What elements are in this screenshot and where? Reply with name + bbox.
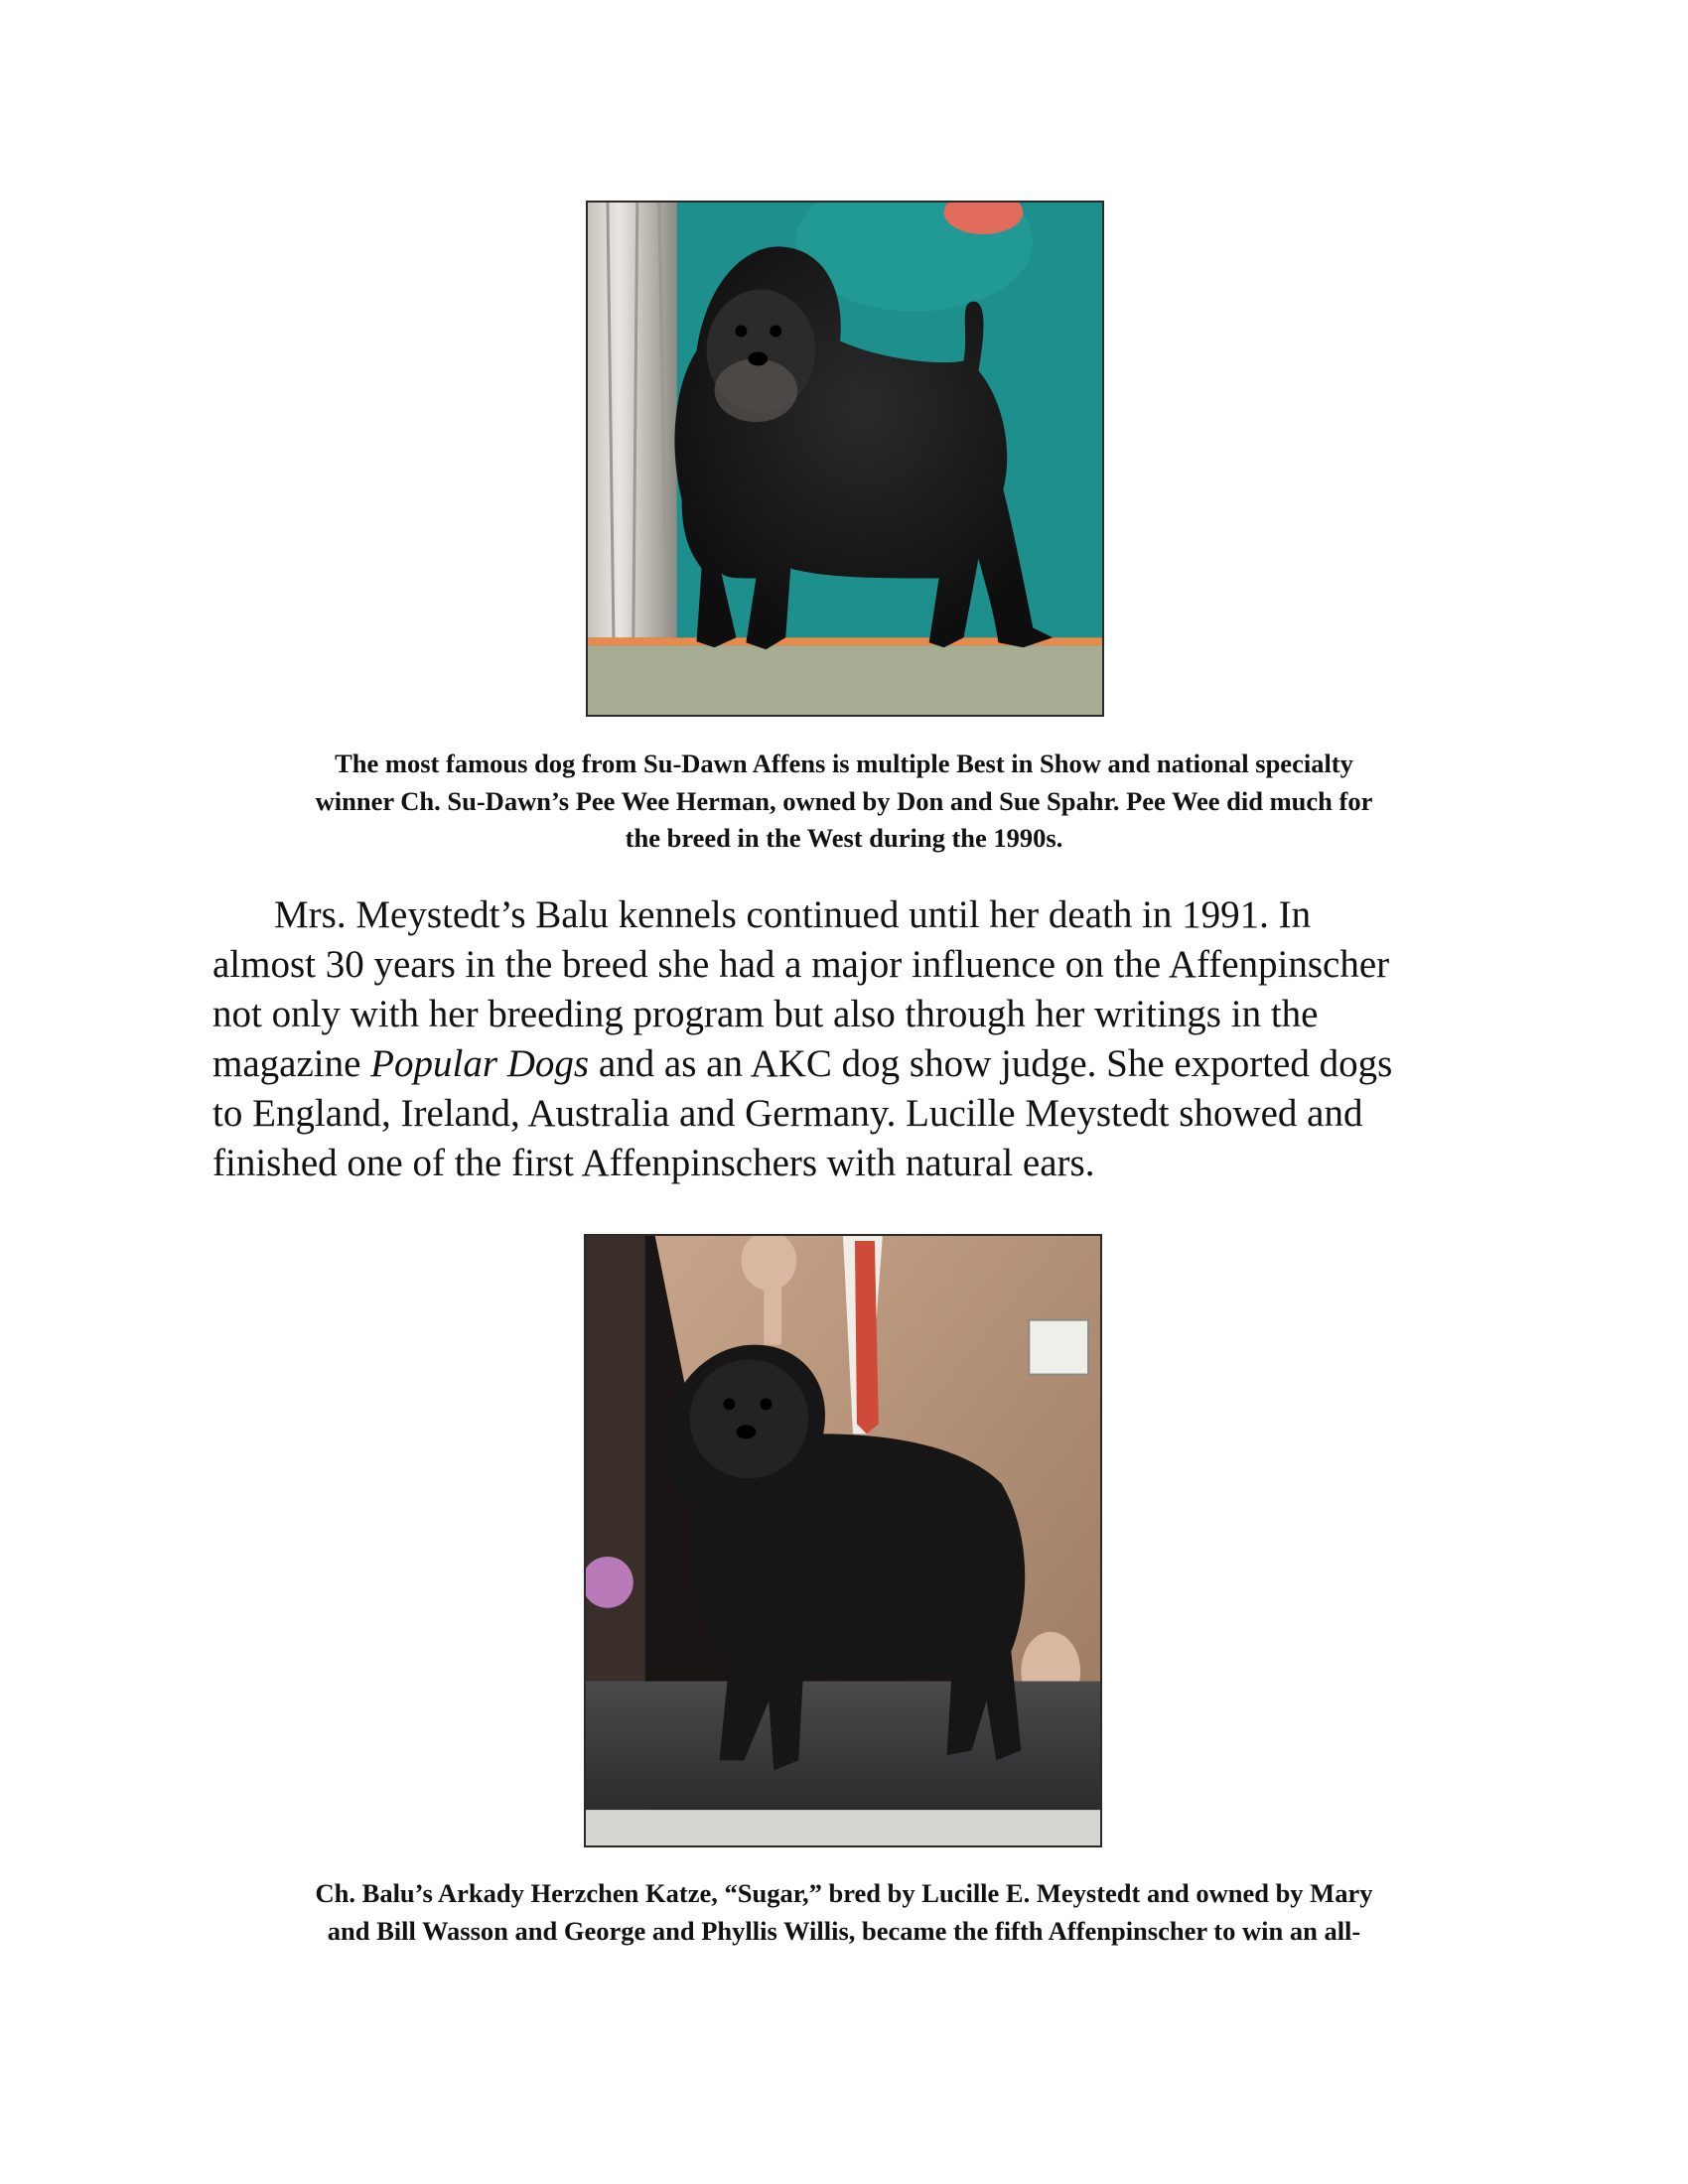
body-line: Mrs. Meystedt’s Balu kennels continued until her death in 1991. In (274, 893, 1312, 936)
photo-balus-arkady-herzchen-katze (584, 1234, 1102, 1847)
body-line-with-italic (212, 1039, 1503, 1089)
magazine-title: Popular Dogs (370, 1042, 590, 1085)
caption-line: Ch. Balu’s Arkady Herzchen Katze, “Sugar,” bred by Lucille E. Meystedt and owned by Mary (315, 1878, 1373, 1908)
photo-caption-2 (199, 1875, 1489, 1950)
caption-line: The most famous dog from Su-Dawn Affens is multiple Best in Show and national specialty (335, 749, 1353, 778)
body-line: finished one of the first Affenpinschers with natural ears. (212, 1142, 1095, 1184)
caption-line: winner Ch. Su-Dawn’s Pee Wee Herman, owned by Don and Sue Spahr. Pee Wee did much for (315, 785, 1373, 816)
body-text-segment: magazine (212, 1042, 371, 1085)
dog-photo-1-image (588, 203, 1102, 715)
photo-caption-1 (199, 746, 1489, 858)
caption-line: the breed in the West during the 1990s. (625, 823, 1063, 853)
body-line: almost 30 years in the breed she had a major influence on the Affenpinscher (212, 943, 1390, 986)
dog-photo-2-image (586, 1236, 1100, 1845)
body-line: not only with her breeding program but also through her writings in the (212, 993, 1319, 1035)
body-text-segment: and as an AKC dog show judge. She exported dogs (589, 1042, 1393, 1085)
caption-line: and Bill Wasson and George and Phyllis Willis, became the fifth Affenpinscher to win an all- (327, 1915, 1361, 1946)
photo-su-dawn-pee-wee-herman (586, 201, 1104, 717)
body-line: to England, Ireland, Australia and Germany. Lucille Meystedt showed and (212, 1092, 1363, 1135)
body-paragraph (212, 890, 1503, 1188)
